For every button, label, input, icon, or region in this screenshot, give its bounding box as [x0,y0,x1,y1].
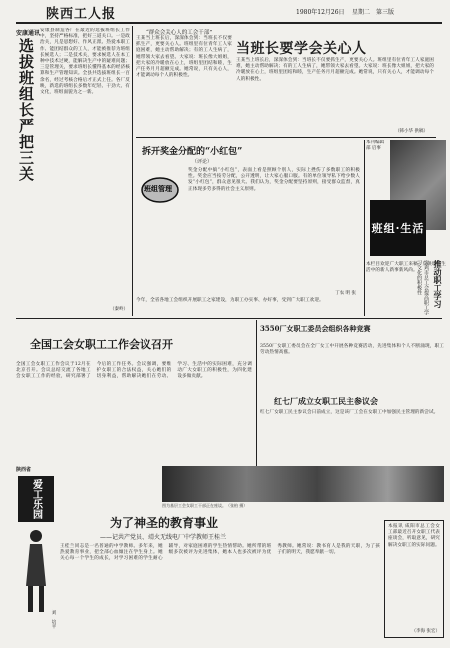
factory-women-union-article [260,394,444,468]
right-vertical-lead: 宝鸡市总工会提高职工学习文化的积极性 [416,260,429,315]
bottom-left-byline: 刘 培平 [51,610,56,629]
bottom-left-column [16,466,56,642]
masthead [0,0,450,22]
factory-women-union-body: 红七厂女职工民主参议会日前成立，这是该厂工会在女职工中加强民主管理的新尝试。 [260,410,439,415]
right-vertical-article [392,260,444,316]
bottom-left-title-box [18,476,54,522]
bottom-right-box [384,520,444,638]
model-article-body: 王某当上班长后，深深体会到：当班长不仅要抓生产，更要关心人。班组里有位青年工人家庭困难，她主动帮助解决；有的工人生病了，她带领大家去看望。大家说：班长像大姐姐，把大家的冷暖放在心上，班组里团结和睦，生产任务月月超额完成。她常说，只有关心人，才能调动每个人的积极性。 [236,58,434,82]
left-column-article [16,28,130,314]
masthead-date: 1980年12月26日 [296,9,345,16]
model-article-headline: 当班长要学会关心人 [236,41,367,57]
bottom-feature-subhead: ——记共产党员、靖火无线电厂中学教师王桂兰 [100,534,227,541]
left-column-body: 安康县制造各厂在最近的选拔班组长工作中，坚持严格标准，把好三道关口。一是政治关，凡是思想好、作风正派、热爱本职工作、能团结群众的工人，才能被推荐为班组长候选人；二是技术关，要求候选人在本工种中技术过硬，能解决生产中的疑难问题；三是管理关，要求班组长懂得基本的经济核算和生产管理知识。全县共选拔班组长一百余名，经过考核合格后才正式上任。各厂反映，新选的班组长多数年纪轻、干劲大、有文化，班组面貌为之一新。 [40,28,130,96]
red-packet-body: 奖金分配中搞“小红包”，表面上看是照顾个别人，实际上挫伤了多数职工的积极性。奖金应当按劳分配，公开透明，让大家心服口服。有的单位领导私下给少数人发“小红包”，群众意见很大。我们认为，奖金分配要坚持原则，接受群众监督，真正体现多劳多得的社会主义原则。 [188,168,360,192]
red-packet-article [136,140,362,316]
union-meeting-article [16,322,252,464]
women-workers-headline: 3550厂女职工委员会组织各种竞赛 [260,324,371,333]
red-packet-note: 今年，全省各地工会组织开展职工之家建设，为职工办实事、办好事，受到广大职工欢迎。 [136,298,324,303]
life-column-top-note: 本刊编辑部 启事 [366,140,384,151]
left-column-header: 安康通讯 [16,30,41,37]
bottom-feature-body: 王桂兰同志是一名普通的中学教师。多年来，她热爱教育事业，把全部心血倾注在学生身上。她关心每一个学生的成长，对学习困难的学生耐心辅导，对家庭困难的学生热情帮助。她所带的班级多次被评为先进集体，她本人也多次被评为优秀教师。她常说：教书育人是我的天职，为了孩子们的明天，我愿奉献一切。 [60,544,380,562]
model-article [136,26,436,136]
masthead-page: 第三版 [376,9,395,16]
bottom-feature-article [60,514,380,644]
union-meeting-headline: 全国工会女职工工作会议召开 [30,338,173,351]
model-article-body-left: 王某当上班长后，深深体会到：当班长不仅要抓生产，更要关心人。班组里有位青年工人家庭困难，她主动帮助解决；有的工人生病了，她带领大家去看望。大家说：班长像大姐姐，把大家的冷暖放在心上，班组里团结和睦，生产任务月月超额完成。她常说，只有关心人，才能调动每个人的积极性。 [136,36,232,79]
life-column-title: 班组·生活 [371,222,425,235]
women-workers-body: 3550厂女职工委员会在全厂女工中开展各种竞赛活动，先进集体和个人不断涌现，职工劳动热情高涨。 [260,344,444,356]
left-column-byline: （秦岭） [110,307,128,312]
bottom-left-title: 爱工乐园 [30,479,42,519]
bottom-feature-headline: 为了神圣的教育事业 [110,516,219,530]
model-article-lead: “群众会关心人的工会干部” [146,30,213,36]
workers-photo-caption: 图为基层工会女职工干部正在座谈。（张柏 摄） [162,503,248,508]
red-packet-headline: 拆开奖金分配的“小红包” [142,147,243,157]
right-vertical-headline: 推动职工学习 [433,260,443,308]
figure-illustration [20,526,52,616]
left-column-headline: 选拔班组长严把三关 [17,38,35,182]
masthead-weekday: 星期二 [352,9,371,16]
bottom-right-box-text: 本报讯 咸阳市总工会女工部最近召开女职工代表座谈会，听取意见，研究解决女职工的实际问题。 [388,524,440,548]
bottom-right-box-byline: （李海 张宏） [411,629,440,634]
union-meeting-body: 全国工会女职工工作会议于12月在北京召开。会议总结交流了各地工会女职工工作的经验，研究部署了今后的工作任务。会议强调，要维护女职工的合法权益，关心她们的切身利益，帮助解决她们在劳动、学习、生活中的实际困难，充分调动广大女职工的积极性，为四化建设多做贡献。 [16,362,252,380]
model-article-byline: （韩小华 供稿） [395,129,428,134]
red-packet-logo-text: 班组管理 [144,184,172,193]
factory-women-union-headline: 红七厂成立女职工民主参议会 [274,396,378,406]
workers-photo [162,466,444,502]
women-workers-article [260,322,444,392]
red-packet-logo [136,166,184,214]
life-column-title-box [370,200,426,256]
red-packet-subhead: （评论） [192,159,213,165]
red-packet-byline: 丁农 明 张 [335,291,356,296]
life-column-body: 本栏目欢迎广大职工来稿，反映班组生活中的新人新事新风尚。 [366,262,446,274]
bottom-left-header: 陕西省 [16,467,32,473]
masthead-title: 陕西工人报 [46,7,117,22]
